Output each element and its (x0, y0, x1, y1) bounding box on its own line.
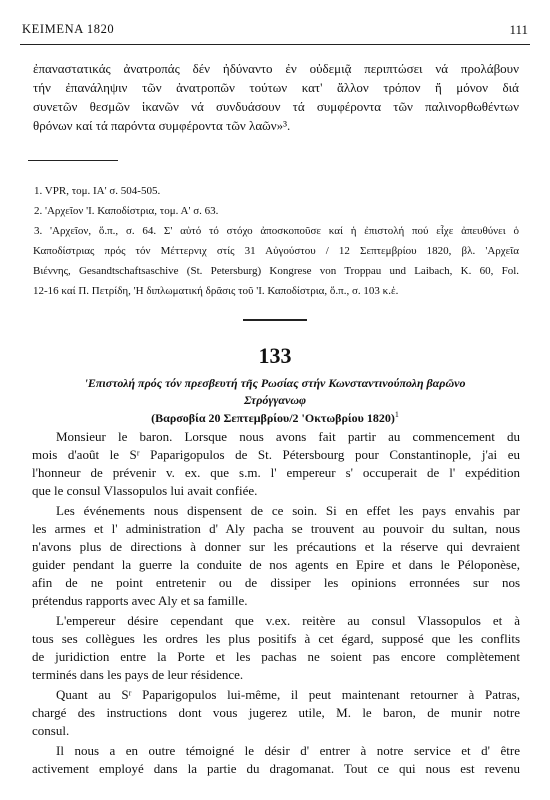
text-line: Quant au Sʳ Paparigopulos lui-même, il peut maintenant retourner à Patras, (56, 687, 520, 702)
text-line: Il nous a en outre témoigné le désir d' entrer à notre service et d' être (56, 743, 520, 758)
footnote-3-cont: 12-16 καί Π. Πετρίδη, 'Η διπλωματική δρᾶσις τοῦ 'Ι. Καποδίστρια, ὅ.π., σ. 103 κ.ἑ. (33, 285, 399, 297)
header-rule (20, 44, 530, 45)
document-title-cont: Στρόγγανωφ (243, 393, 307, 407)
footnote-3-cont: Καποδίστριας πρός τόν Μέττερνιχ στίς 31 Αὐγούστου / 12 Σεπτεμβρίου 1820, βλ. 'Αρχεῖα (33, 245, 519, 257)
document-number: 133 (258, 343, 292, 368)
text-line: tous ses collègues les ordres les plus positifs à cet égard, supposé que les conflits (32, 631, 520, 646)
text-line: mois d'août le Sʳ Paparigopulos de St. Pétersbourg pour Constantinople, j'ai eu (32, 447, 520, 462)
text-line: θρόνων καί τά παρόντα συμφέροντα τῶν λαῶν»³. (33, 118, 291, 133)
text-line: prétendus rapports avec Aly et sa famille. (32, 593, 248, 608)
footnote-2: 2. 'Αρχεῖον 'Ι. Καποδίστρια, τομ. Α' σ. 63. (34, 205, 219, 217)
text-line: τήν ἐπανάληψιν τῶν ἀνατροπῶν τούτων κατ' ἄλλον τρόπον ἤ μόνον διά (33, 80, 519, 95)
text-line: activement employé dans la partie du dragomanat. Tout ce qui nous est revenu (32, 761, 520, 776)
text-line: l'honneur de prévenir v. ex. que s.m. l' empereur s' occuperait de l' expédition (32, 465, 520, 480)
footnote-3-cont: Βιέννης, Gesandtschaftsaschive (St. Petersburg) Kongrese von Troppau und Laibach, K. 60, Fol. (33, 265, 519, 277)
text-line: n'avons plus de directions à donner sur les précautions et la réserve qui devraient (32, 539, 520, 554)
text-line: Les événements nous dispensent de ce soin. Si en effet les pays envahis par (56, 503, 520, 518)
page-header (22, 22, 528, 40)
text-line: afin de ne point entretenir ou de dissiper les opinions erronnées sur nos (32, 575, 520, 590)
text-line: guider pendant la guerre la conduite de nos agents en Epire et dans le Péloponèse, (32, 557, 520, 572)
document-title: 'Επιστολή πρός τόν πρεσβευτή τῆς Ρωσίας στήν Κωνσταντινούπολη βαρῶνο (84, 376, 466, 390)
text-line: L'empereur désire cependant que v.ex. reitère au consul Vlassopulos et à (56, 613, 520, 628)
page-number: 111 (509, 22, 528, 37)
document-date (0, 410, 550, 426)
text-line: de juridiction entre la Porte et les pachas ne soient pas encore complètement (32, 649, 520, 664)
date-footnote-marker: 1 (394, 410, 399, 419)
footnote-3: 3. 'Αρχεῖον, ὅ.π., σ. 64. Σ' αὐτό τό στόχο ἀποσκοποῦσε καί ἡ ἐπιστολή πού εἶχε ἀπευθύνει ὁ (34, 225, 519, 237)
text-line: Monsieur le baron. Lorsque nous avons fait partir au commencement du (56, 429, 520, 444)
text-line: συνετῶν θεσμῶν ἱκανῶν νά συνδυάσουν τά συμφέροντα τῶν παλινορθωθέντων (33, 99, 519, 114)
continuation-paragraph (33, 59, 519, 135)
footnotes (33, 181, 519, 301)
text-line: que le consul Vlassopulos lui avait confiée. (32, 483, 258, 498)
text-line: les armes et l' administration d' Aly pacha se trouvent au pouvoir du sultan, nous (32, 521, 520, 536)
running-title: ΚΕΙΜΕΝΑ 1820 (22, 22, 115, 36)
letter-body (32, 428, 520, 778)
text-line: ἐπαναστατικάς ἀνατροπάς δέν ἠδύναντο ἐν οὐδεμιᾷ περιπτώσει νά προλάβουν (33, 61, 519, 76)
section-divider (243, 319, 307, 321)
date-text: (Βαρσοβία 20 Σεπτεμβρίου/2 'Οκτωβρίου 1820) (151, 411, 395, 425)
text-line: chargé des instructions dont vous jugerez utile, M. le baron, de munir notre (32, 705, 520, 720)
text-line: terminés dans les pays de leur résidence. (32, 667, 244, 682)
text-line: consul. (32, 723, 70, 738)
footnote-1: 1. VPR, τομ. ΙΑ' σ. 504-505. (34, 185, 161, 197)
footnote-separator (28, 160, 118, 161)
